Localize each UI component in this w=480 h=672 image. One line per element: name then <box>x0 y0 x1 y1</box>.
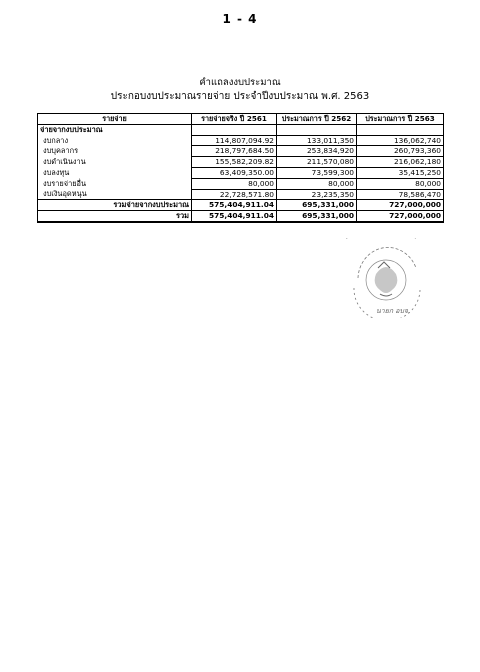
table-cell <box>277 124 357 135</box>
official-seal-stamp <box>340 238 430 318</box>
subtotal-estimate-2563: 727,000,000 <box>357 200 444 211</box>
subtotal-label: รวมจ่ายจากงบประมาณ <box>38 200 192 211</box>
table-header-row <box>38 114 444 125</box>
page-number: 1 - 4 <box>222 12 258 26</box>
section-row <box>38 124 444 135</box>
cell-estimate-2562: 23,235,350 <box>277 189 357 200</box>
cell-estimate-2562: 80,000 <box>277 178 357 189</box>
cell-estimate-2563: 35,415,250 <box>357 167 444 178</box>
cell-estimate-2562: 211,570,080 <box>277 157 357 168</box>
table-row <box>38 146 444 157</box>
row-label: งบกลาง <box>38 135 192 146</box>
subtotal-actual-2561: 575,404,911.04 <box>192 200 277 211</box>
cell-estimate-2563: 80,000 <box>357 178 444 189</box>
row-label: งบลงทุน <box>38 167 192 178</box>
cell-estimate-2562: 133,011,350 <box>277 135 357 146</box>
document-subtitle: ประกอบงบประมาณรายจ่าย ประจำปีงบประมาณ พ.ศ. 2563 <box>110 91 370 102</box>
document-title: คำแถลงงบประมาณ <box>199 77 281 88</box>
total-estimate-2563: 727,000,000 <box>357 211 444 222</box>
seal-signature: นายก อบจ. <box>376 307 411 315</box>
budget-table <box>37 113 444 223</box>
total-row <box>38 211 444 222</box>
cell-estimate-2562: 73,599,300 <box>277 167 357 178</box>
row-label: งบดำเนินงาน <box>38 157 192 168</box>
header-estimate-2563: ประมาณการ ปี 2563 <box>357 114 444 125</box>
header-actual-2561: รายจ่ายจริง ปี 2561 <box>192 114 277 125</box>
section-label: จ่ายจากงบประมาณ <box>38 124 192 135</box>
table-row <box>38 135 444 146</box>
table-cell <box>357 124 444 135</box>
table-row <box>38 157 444 168</box>
cell-estimate-2563: 78,586,470 <box>357 189 444 200</box>
cell-actual-2561: 22,728,571.80 <box>192 189 277 200</box>
cell-actual-2561: 80,000 <box>192 178 277 189</box>
table-cell <box>192 124 277 135</box>
cell-estimate-2562: 253,834,920 <box>277 146 357 157</box>
cell-actual-2561: 114,807,094.92 <box>192 135 277 146</box>
cell-estimate-2563: 216,062,180 <box>357 157 444 168</box>
subtotal-row <box>38 200 444 211</box>
table-row <box>38 178 444 189</box>
cell-actual-2561: 155,582,209.82 <box>192 157 277 168</box>
row-label: งบรายจ่ายอื่น <box>38 178 192 189</box>
total-actual-2561: 575,404,911.04 <box>192 211 277 222</box>
row-label: งบบุคลากร <box>38 146 192 157</box>
total-estimate-2562: 695,331,000 <box>277 211 357 222</box>
cell-actual-2561: 218,797,684.50 <box>192 146 277 157</box>
row-label: งบเงินอุดหนุน <box>38 189 192 200</box>
header-expense: รายจ่าย <box>38 114 192 125</box>
cell-estimate-2563: 136,062,740 <box>357 135 444 146</box>
header-estimate-2562: ประมาณการ ปี 2562 <box>277 114 357 125</box>
cell-actual-2561: 63,409,350.00 <box>192 167 277 178</box>
table-row <box>38 189 444 200</box>
subtotal-estimate-2562: 695,331,000 <box>277 200 357 211</box>
total-label: รวม <box>38 211 192 222</box>
table-row <box>38 167 444 178</box>
cell-estimate-2563: 260,793,360 <box>357 146 444 157</box>
